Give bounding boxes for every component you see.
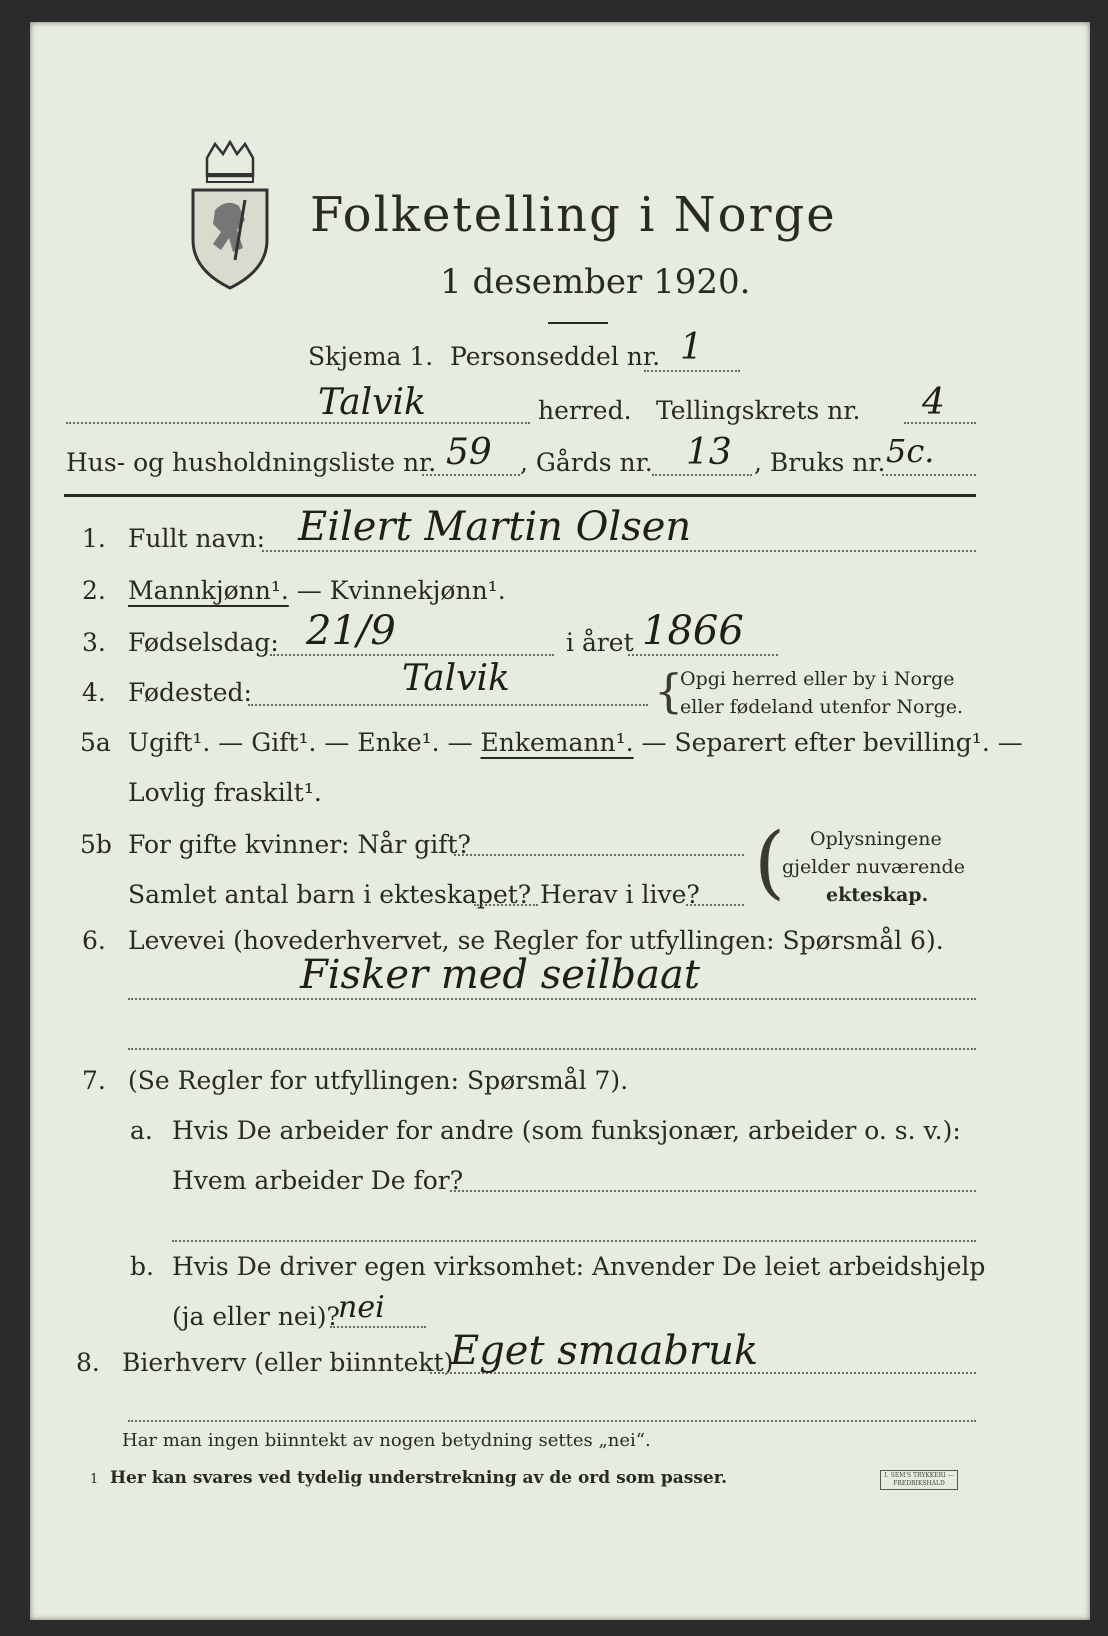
q5b-brace: ( [754,815,786,908]
q2-separator: — [288,576,330,605]
q6-value: Fisker med seilbaat [300,952,700,998]
hus-line [422,474,520,476]
bruks-value: 5c. [886,432,935,470]
q5b-number: 5b [80,830,112,859]
q5b-line-1 [454,854,744,856]
q7b-label: Hvis De driver egen virksomhet: Anvender De leiet arbeidshjelp [172,1252,986,1281]
q8-value: Eget smaabruk [450,1328,759,1374]
q4-line [248,704,648,706]
q3-year-line [628,654,778,656]
q7b-line [330,1326,426,1328]
q8-label: Bierhverv (eller biinntekt) [122,1348,454,1377]
q7a-line-2 [172,1240,976,1242]
q7a-label: Hvis De arbeider for andre (som funksjonær, arbeider o. s. v.): [172,1116,961,1145]
herred-value: Talvik [318,382,426,423]
q3-number: 3. [82,628,106,657]
footer-note: Har man ingen biinntekt av nogen betydning settes „nei“. [122,1430,651,1451]
q5a-enkemann[interactable]: Enkemann¹. [480,728,634,757]
personseddel-value: 1 [680,327,703,368]
q7b-value: nei [338,1290,385,1325]
q4-label: Fødested: [128,678,252,707]
footnote-text: Her kan svares ved tydelig understrekning av de ord som passer. [110,1468,728,1488]
q6-number: 6. [82,926,106,955]
q7b-number: b. [130,1252,154,1281]
footnote-number: 1 [90,1472,99,1487]
q3-year-value: 1866 [642,608,744,654]
q4-note-2: eller fødeland utenfor Norge. [680,696,964,718]
census-date: 1 desember 1920. [440,262,751,302]
herred-line [66,422,530,424]
form-title: Folketelling i Norge [310,187,837,243]
q5a-options [128,728,1023,757]
hus-label: Hus- og husholdningsliste nr. [66,448,437,477]
q5b-label-2: Samlet antal barn i ekteskapet? [128,880,532,909]
q5b-note-1: Oplysningene [810,828,942,850]
hus-value: 59 [446,432,492,473]
printer-stamp: I. SEM'S TRYKKERI — FREDRIKSHALD [880,1470,958,1490]
gards-label: , Gårds nr. [520,448,653,477]
q2-mannkjonn[interactable]: Mannkjønn¹. [128,576,289,605]
q7a-line-1 [450,1190,976,1192]
q5b-note-2: gjelder nuværende [782,856,965,878]
q7a-label-2: Hvem arbeider De for? [172,1166,464,1195]
q4-brace: { [654,664,684,718]
q3-value: 21/9 [306,608,396,654]
q2-kvinnekjonn[interactable]: Kvinnekjønn¹. [329,576,506,605]
q8-line-2 [128,1420,976,1422]
header-rule [64,494,976,497]
q7a-number: a. [130,1116,153,1145]
q5b-note-3: ekteskap. [826,884,929,906]
q2-options [128,576,506,605]
q4-number: 4. [82,678,106,707]
q4-value: Talvik [402,658,510,699]
q8-number: 8. [76,1348,100,1377]
q5b-line-3 [686,904,744,906]
q5b-line-2 [474,904,538,906]
bruks-label: , Bruks nr. [754,448,886,477]
skjema-label: Skjema 1. [308,342,434,371]
tellingskrets-label: Tellingskrets nr. [656,396,861,425]
q7-number: 7. [82,1066,106,1095]
bruks-line [882,474,976,476]
q5a-fraskilt[interactable]: Lovlig fraskilt¹. [128,778,322,807]
norwegian-coat-of-arms-icon [185,140,275,290]
q5a-separert[interactable]: — Separert efter bevilling¹. — [633,728,1023,757]
personseddel-line [644,370,740,372]
q6-label: Levevei (hovederhvervet, se Regler for utfyllingen: Spørsmål 6). [128,926,944,955]
q1-number: 1. [82,524,106,553]
q5a-ugift-gift-enke[interactable]: Ugift¹. — Gift¹. — Enke¹. — [128,728,481,757]
q7b-label-2: (ja eller nei)? [172,1302,340,1331]
q2-number: 2. [82,576,106,605]
gards-value: 13 [686,432,732,473]
q1-label: Fullt navn: [128,524,266,553]
q5b-label-1: For gifte kvinner: Når gift? [128,830,471,859]
gards-line [652,474,752,476]
title-divider [548,322,608,324]
tellingskrets-value: 4 [922,382,945,423]
q3-year-label: i året [566,628,634,657]
q1-value: Eilert Martin Olsen [298,504,692,550]
q4-note-1: Opgi herred eller by i Norge [680,668,955,690]
q7-label: (Se Regler for utfyllingen: Spørsmål 7). [128,1066,629,1095]
q5a-number: 5a [80,728,111,757]
q3-line [270,654,554,656]
q6-line-2 [128,1048,976,1050]
q3-label: Fødselsdag: [128,628,279,657]
q6-line-1 [128,998,976,1000]
personseddel-label: Personseddel nr. [450,342,661,371]
census-form [30,22,1090,1620]
herred-label: herred. [538,396,632,425]
q5b-label-3: Herav i live? [540,880,700,909]
q1-line [262,550,976,552]
